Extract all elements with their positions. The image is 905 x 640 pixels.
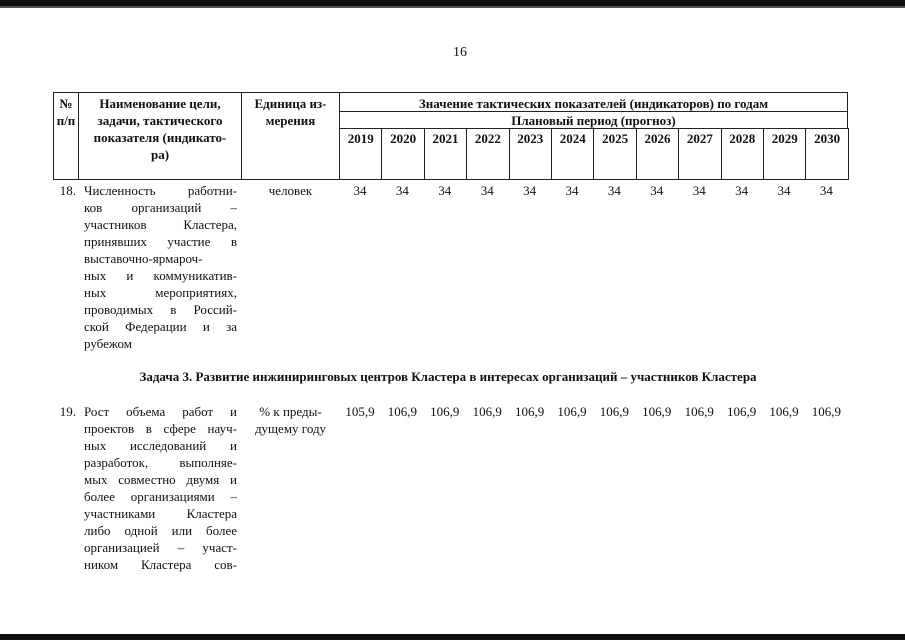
year-label: 2024 — [559, 131, 586, 146]
year-column-cell — [763, 128, 806, 180]
indicator-name-line: ником Кластера сов- — [84, 557, 237, 572]
year-column-cell — [466, 128, 509, 180]
indicator-value: 34 — [692, 183, 706, 198]
header-name-line-3: показателя (индикато- — [93, 130, 227, 145]
year-label: 2019 — [347, 131, 374, 146]
year-column-cell — [509, 128, 552, 180]
indicator-name-line: Рост объема работ и — [84, 404, 237, 419]
indicator-value: 106,9 — [642, 404, 672, 419]
year-column-cell — [721, 128, 764, 180]
year-label: 2023 — [517, 131, 544, 146]
indicator-name-line: либо одной или более — [84, 523, 237, 538]
indicator-name-line: ской Федерации и за — [84, 319, 237, 334]
indicator-name-line: ков организаций – — [84, 200, 237, 215]
year-column-cell — [381, 128, 424, 180]
year-column-cell — [339, 128, 382, 180]
indicator-value: 34 — [353, 183, 367, 198]
indicator-value: 34 — [777, 183, 791, 198]
indicator-name-line: Численность работни- — [84, 183, 237, 198]
year-column-cell — [805, 128, 848, 180]
indicator-name-line: принявших участие в — [84, 234, 237, 249]
unit-of-measure: человек — [268, 183, 313, 198]
indicator-name-line: мых совместно двумя и — [84, 472, 237, 487]
indicator-name-line: участников Кластера, — [84, 217, 237, 232]
indicator-name-line: организацией – участ- — [84, 540, 237, 555]
indicator-value: 34 — [523, 183, 537, 198]
indicator-name-line: ных исследований и — [84, 438, 237, 453]
indicator-value: 106,9 — [557, 404, 587, 419]
task-heading: Задача 3. Развитие инжиниринговых центров Кластера в интересах организаций – участников Кластера — [139, 369, 757, 384]
year-label: 2026 — [644, 131, 671, 146]
year-column-cell — [678, 128, 721, 180]
header-unit-line-1: Единица из- — [254, 96, 327, 111]
indicator-value: 106,9 — [811, 404, 842, 419]
header-name-line-1: Наименование цели, — [99, 96, 221, 111]
unit-of-measure-line-2: дущему году — [254, 421, 327, 436]
header-num-label: № — [59, 96, 73, 111]
indicator-value: 34 — [438, 183, 452, 198]
year-column-cell — [424, 128, 467, 180]
indicator-value: 106,9 — [726, 404, 757, 419]
indicator-name — [84, 182, 237, 352]
indicator-name-line: проектов в сфере науч- — [84, 421, 237, 436]
indicator-name-line: участниками Кластера — [84, 506, 237, 521]
row-number: 19. — [59, 404, 76, 419]
row-number: 18. — [59, 183, 76, 198]
indicator-value: 34 — [607, 183, 621, 198]
year-label: 2029 — [771, 131, 798, 146]
indicator-name — [84, 403, 237, 573]
indicator-value: 34 — [735, 183, 749, 198]
indicator-value: 34 — [395, 183, 409, 198]
indicator-value: 106,9 — [430, 404, 460, 419]
year-label: 2022 — [474, 131, 501, 146]
indicator-value: 105,9 — [345, 404, 375, 419]
header-num-label-2: п/п — [56, 113, 76, 128]
year-column-cell — [636, 128, 679, 180]
header-period: Плановый период (прогноз) — [511, 113, 676, 128]
header-values-title: Значение тактических показателей (индикаторов) по годам — [418, 96, 769, 111]
year-column-cell — [593, 128, 636, 180]
indicator-name-line: выставочно-ярмароч- — [84, 251, 203, 266]
indicator-value: 34 — [819, 183, 833, 198]
indicator-value: 34 — [480, 183, 494, 198]
scan-border-top-shadow — [0, 6, 905, 8]
year-label: 2028 — [729, 131, 756, 146]
indicator-name-line: проводимых в Россий- — [84, 302, 237, 317]
indicator-value: 106,9 — [684, 404, 714, 419]
indicator-name-line: разработок, выполняе- — [84, 455, 237, 470]
scan-border-bottom — [0, 634, 905, 640]
unit-of-measure-line-1: % к преды- — [259, 404, 322, 419]
indicator-name-line: рубежом — [84, 336, 133, 351]
indicator-value: 106,9 — [387, 404, 418, 419]
header-unit-line-2: мерения — [265, 113, 316, 128]
header-name-line-4: ра) — [150, 147, 170, 162]
header-name-line-2: задачи, тактического — [97, 113, 223, 128]
year-column-cell — [551, 128, 594, 180]
year-label: 2021 — [432, 131, 459, 146]
indicator-name-line: более организациями – — [84, 489, 237, 504]
indicator-value: 106,9 — [472, 404, 502, 419]
page-number: 16 — [453, 45, 467, 60]
indicator-value: 106,9 — [514, 404, 545, 419]
year-label: 2025 — [602, 131, 629, 146]
indicator-value: 34 — [565, 183, 579, 198]
indicator-value: 106,9 — [769, 404, 799, 419]
year-label: 2030 — [814, 131, 841, 146]
year-label: 2027 — [686, 131, 713, 146]
year-label: 2020 — [390, 131, 417, 146]
indicator-value: 106,9 — [599, 404, 630, 419]
indicator-name-line: ных мероприятиях, — [84, 285, 237, 300]
indicator-value: 34 — [650, 183, 664, 198]
indicator-name-line: ных и коммуникатив- — [84, 268, 237, 283]
